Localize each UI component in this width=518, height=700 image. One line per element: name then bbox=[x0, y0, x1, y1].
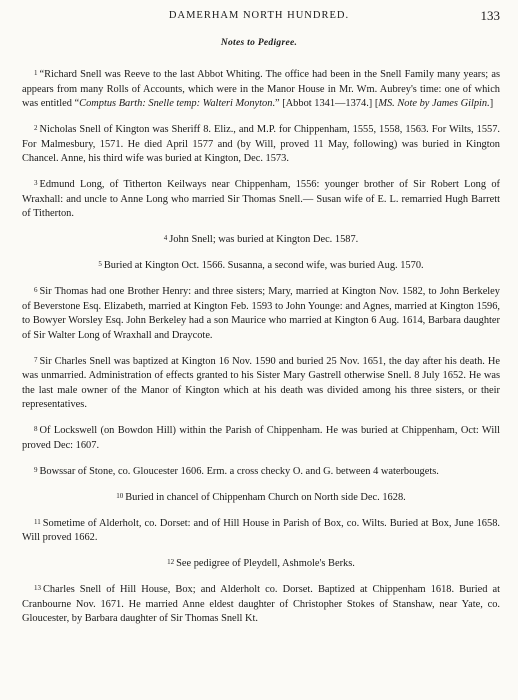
page-number: 133 bbox=[480, 8, 500, 23]
note-6 bbox=[22, 283, 500, 343]
note-13 bbox=[22, 581, 500, 627]
note-text: Sir Thomas had one Brother Henry: and three sisters; Mary, married at Kington Nov. 1582, to John Berkeley of Beverstone Esq. Elizabeth, married at Kington Feb. 1593 to John Younge: and Agnes, married at Kington 1596, to Bowyer Worsley Esq. John Berkeley had a son Maurice who married at Kington 6 Aug. 1614, Barbara daughter of Sir Walter Long of Wraxhall and Draycote. bbox=[22, 286, 500, 341]
note-10 bbox=[22, 489, 500, 506]
note-number: 13 bbox=[34, 584, 41, 592]
note-11 bbox=[22, 515, 500, 546]
running-title: DAMERHAM NORTH HUNDRED. bbox=[168, 10, 350, 21]
note-latin-title: Comptus Barth: Snelle temp: Walteri Monyton bbox=[79, 98, 273, 110]
note-number: 4 bbox=[163, 234, 168, 243]
note-1 bbox=[22, 66, 500, 112]
note-text: Buried in chancel of Chippenham Church on North side Dec. 1628. bbox=[125, 491, 406, 503]
running-header bbox=[0, 8, 518, 26]
note-text: Of Lockswell (on Bowdon Hill) within the Parish of Chippenham. He was buried at Chippenham, Oct: Will proved Dec: 1607. bbox=[22, 425, 500, 451]
note-number: 7 bbox=[34, 355, 38, 364]
note-text: Edmund Long, of Titherton Keilways near Chippenham, 1556: younger brother of Sir Robert Long of Wraxhall: and uncle to Anne Long who married Sir Thomas Snell.— Susan wife of E. L. remarried Hugh Barrett of Titherton. bbox=[22, 179, 500, 220]
note-text: Bowssar of Stone, co. Gloucester 1606. Erm. a cross checky O. and G. between 4 waterbougets. bbox=[39, 465, 439, 477]
note-text: Sometime of Alderholt, co. Dorset: and of Hill House in Parish of Box, co. Wilts. Buried at Box, June 1658. Will proved 1662. bbox=[22, 517, 500, 544]
note-number: 11 bbox=[34, 517, 41, 526]
note-7 bbox=[22, 353, 500, 413]
notes-list bbox=[22, 66, 500, 636]
note-number: 5 bbox=[98, 260, 102, 269]
note-text: ] bbox=[489, 98, 494, 110]
section-heading: Notes to Pedigree. bbox=[220, 38, 298, 48]
note-text: “Richard Snell was Reeve to the last Abbot Whiting. The office had been in the Snell Family many years; as appears from many Rolls of Accounts, which were in the Manor House in Mr. Wm. Aubrey's time: one of which was entitled “ bbox=[22, 69, 500, 110]
note-source: MS. Note by James Gilpin. bbox=[378, 98, 490, 110]
note-4 bbox=[22, 231, 500, 248]
note-text: .” [Abbot 1341—1374.] [ bbox=[272, 98, 379, 110]
note-text: Charles Snell of Hill House, Box; and Alderholt co. Dorset. Baptized at Chippenham 1618. Buried at Cranbourne Nov. 1671. He married Anne eldest daughter of Christopher Stokes of Stanshaw, near Yate, co. Gloucester, by Barbara daughter of Sir Thomas Snell Kt. bbox=[22, 584, 500, 625]
note-5 bbox=[22, 257, 500, 274]
note-number: 2 bbox=[34, 124, 38, 133]
note-3 bbox=[22, 176, 500, 222]
note-text: Sir Charles Snell was baptized at Kington 16 Nov. 1590 and buried 25 Nov. 1651, the day after his death. He was unmarried. Administration of effects granted to his Sister Mary Gastrell otherwise Snell. 8 July 1652. He was the last male owner of the Manor of Kington which at his death was divided among his three sisters, or their representatives. bbox=[22, 355, 500, 411]
note-number: 12 bbox=[167, 558, 175, 567]
note-number: 9 bbox=[34, 465, 38, 474]
note-12 bbox=[22, 555, 500, 572]
note-2 bbox=[22, 121, 500, 167]
note-number: 10 bbox=[116, 491, 124, 500]
note-number: 3 bbox=[34, 179, 38, 188]
note-number: 1 bbox=[34, 69, 38, 77]
note-number: 6 bbox=[34, 286, 38, 295]
note-number: 8 bbox=[34, 425, 38, 434]
note-text: Nicholas Snell of Kington was Sheriff 8. Eliz., and M.P. for Chippenham, 1555, 1558, 1563. For Wilts, 1557. For Malmesbury, 1571. He died April 1577 and (by Will, proved 11 May, following) was buried in Kington Chancel. Anne, his third wife was buried at Kington, Dec. 1573. bbox=[22, 124, 500, 165]
note-text: See pedigree of Pleydell, Ashmole's Berks. bbox=[176, 558, 355, 570]
note-9 bbox=[22, 463, 500, 480]
note-8 bbox=[22, 422, 500, 453]
note-text: Buried at Kington Oct. 1566. Susanna, a second wife, was buried Aug. 1570. bbox=[103, 260, 424, 272]
note-text: John Snell; was buried at Kington Dec. 1587. bbox=[169, 234, 359, 246]
